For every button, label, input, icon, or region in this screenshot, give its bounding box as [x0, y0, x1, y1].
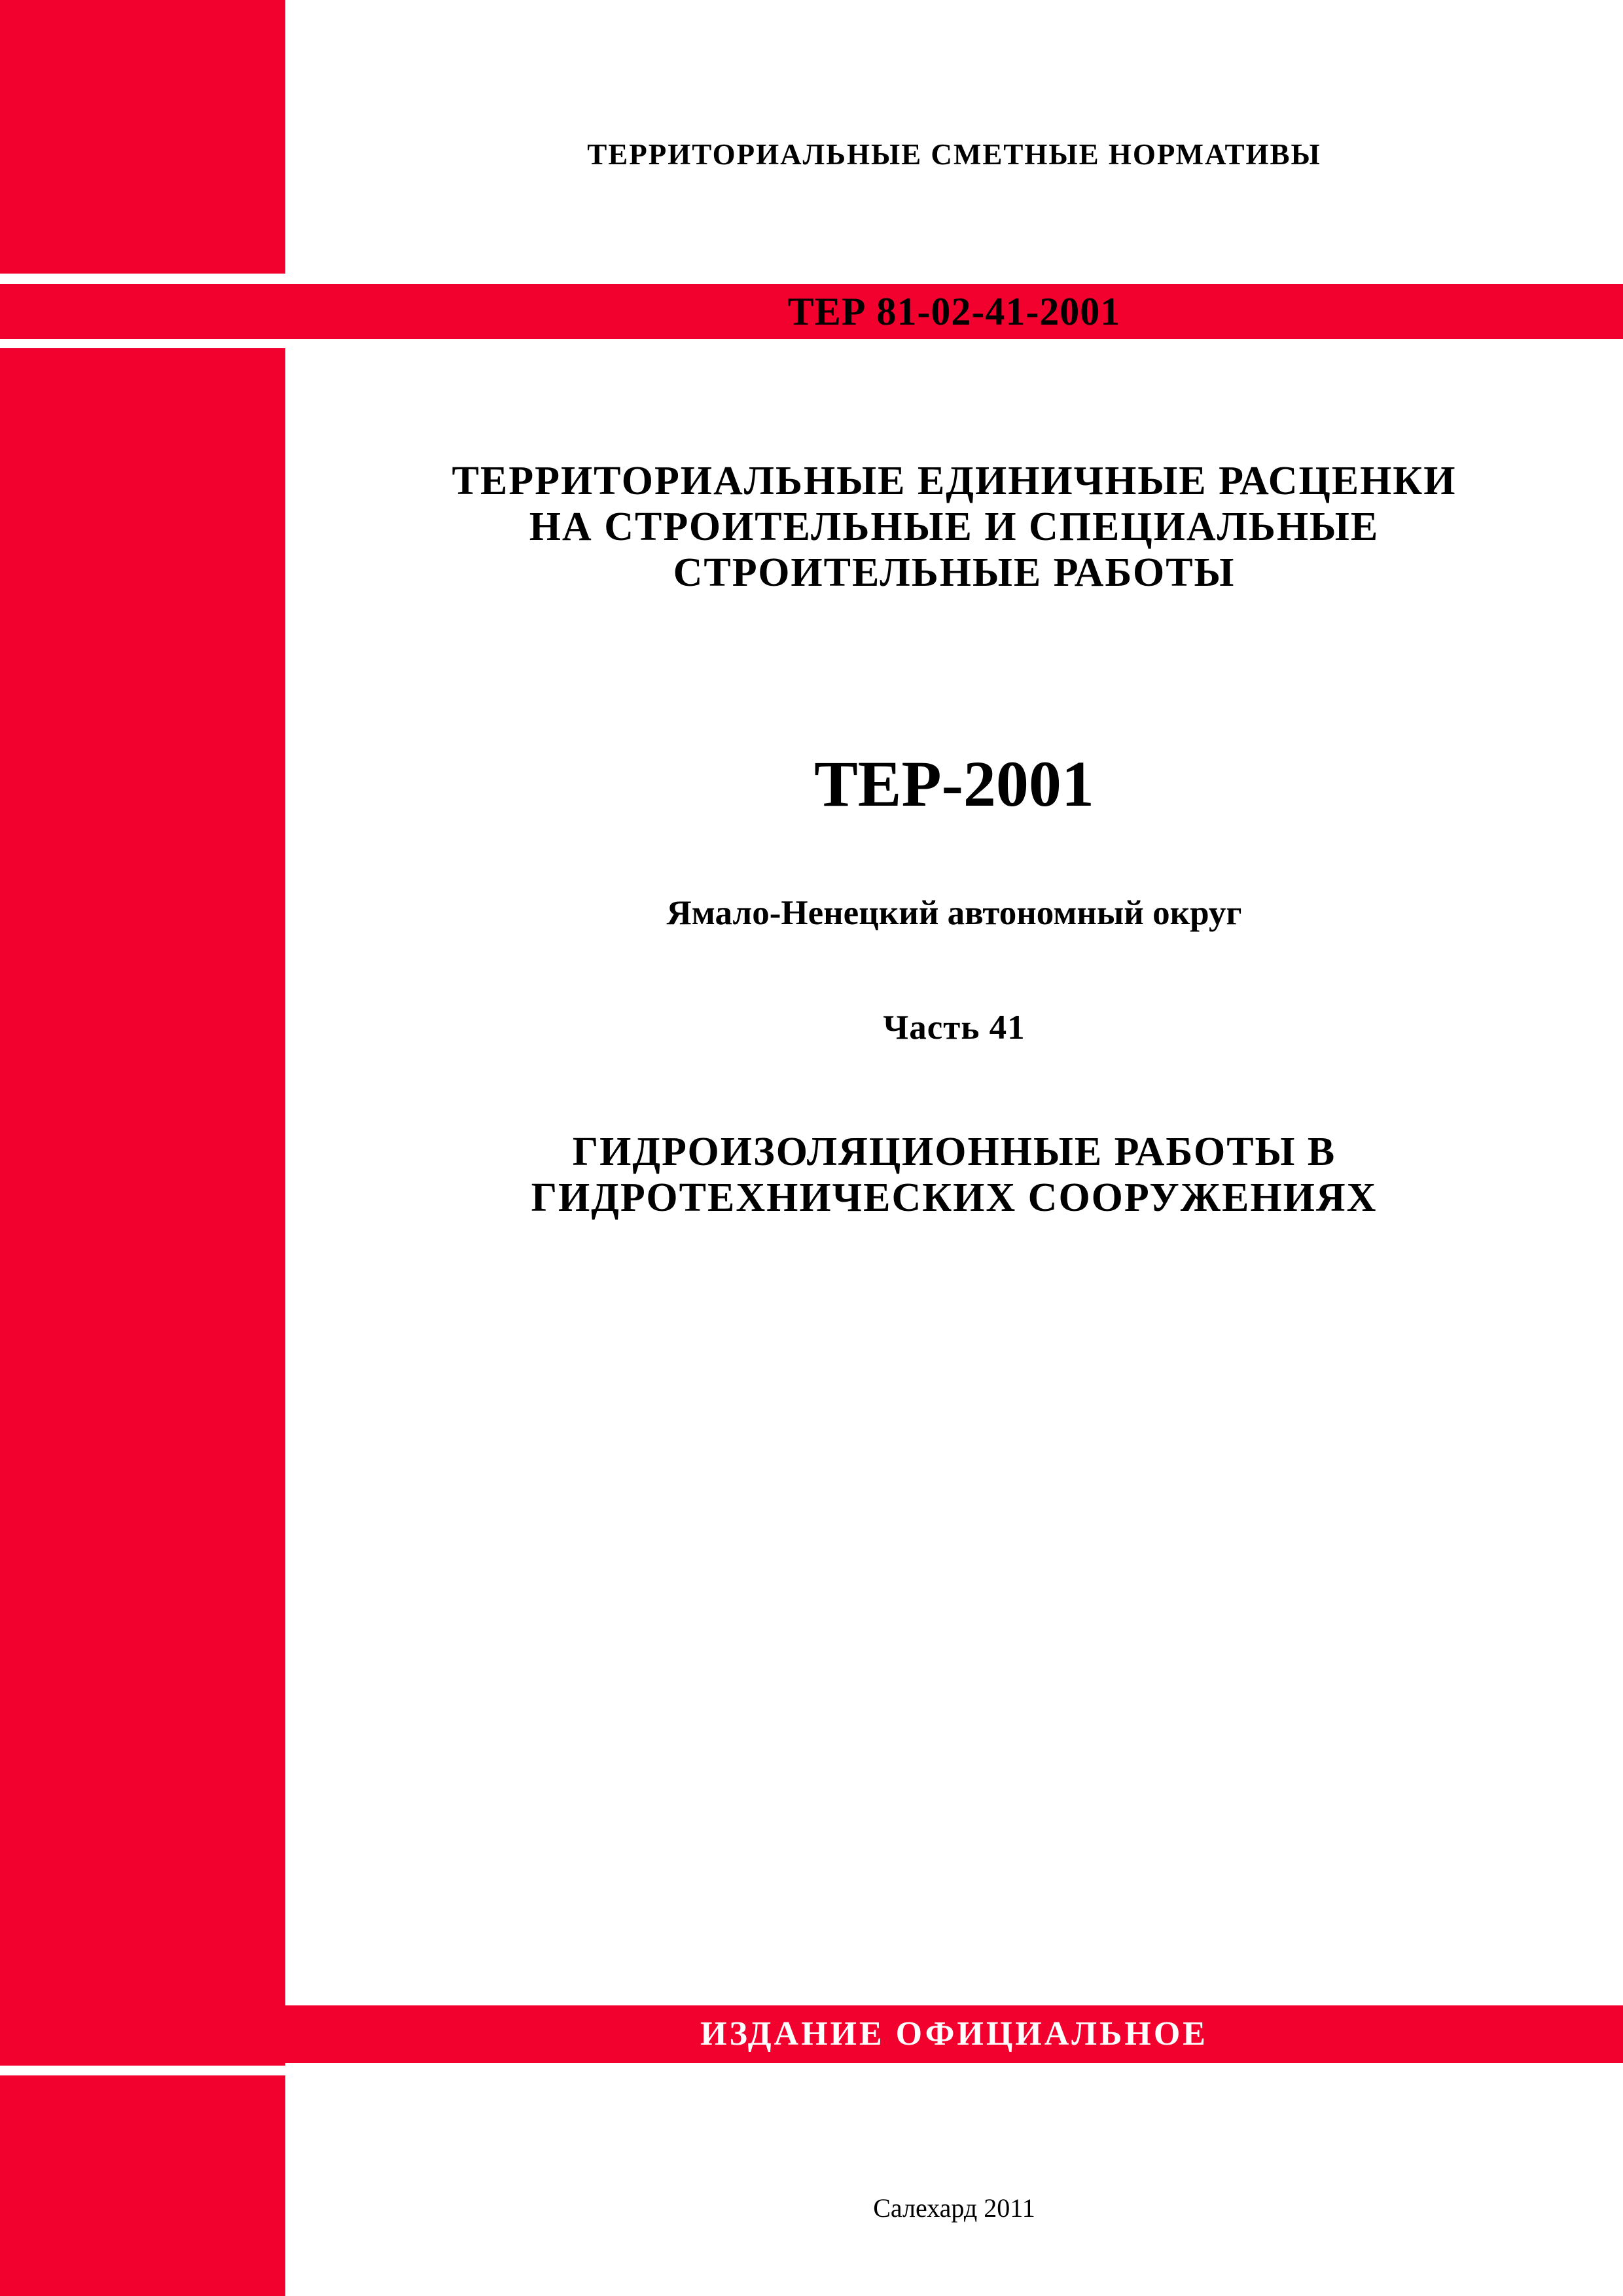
section-title — [285, 1129, 1623, 1221]
section-line: ГИДРОТЕХНИЧЕСКИХ СООРУЖЕНИЯХ — [531, 1175, 1378, 1220]
official-edition-label: ИЗДАНИЕ ОФИЦИАЛЬНОЕ — [700, 2015, 1208, 2053]
document-title — [285, 458, 1623, 596]
document-abbreviation: ТЕР-2001 — [814, 747, 1094, 820]
part-number: Часть 41 — [883, 1009, 1026, 1047]
title-line: НА СТРОИТЕЛЬНЫЕ И СПЕЦИАЛЬНЫЕ — [529, 505, 1380, 549]
title-line: СТРОИТЕЛЬНЫЕ РАБОТЫ — [673, 550, 1236, 595]
red-sidebar-top — [0, 0, 285, 274]
series-heading: ТЕРРИТОРИАЛЬНЫЕ СМЕТНЫЕ НОРМАТИВЫ — [587, 138, 1321, 171]
region-name: Ямало-Ненецкий автономный округ — [666, 894, 1242, 932]
publication-place-year: Салехард 2011 — [873, 2193, 1035, 2223]
document-code: ТЕР 81-02-41-2001 — [787, 290, 1121, 333]
red-sidebar-middle — [0, 348, 285, 2066]
section-line: ГИДРОИЗОЛЯЦИОННЫЕ РАБОТЫ В — [572, 1130, 1336, 1174]
red-sidebar-bottom — [0, 2075, 285, 2296]
title-line: ТЕРРИТОРИАЛЬНЫЕ ЕДИНИЧНЫЕ РАСЦЕНКИ — [452, 459, 1457, 503]
